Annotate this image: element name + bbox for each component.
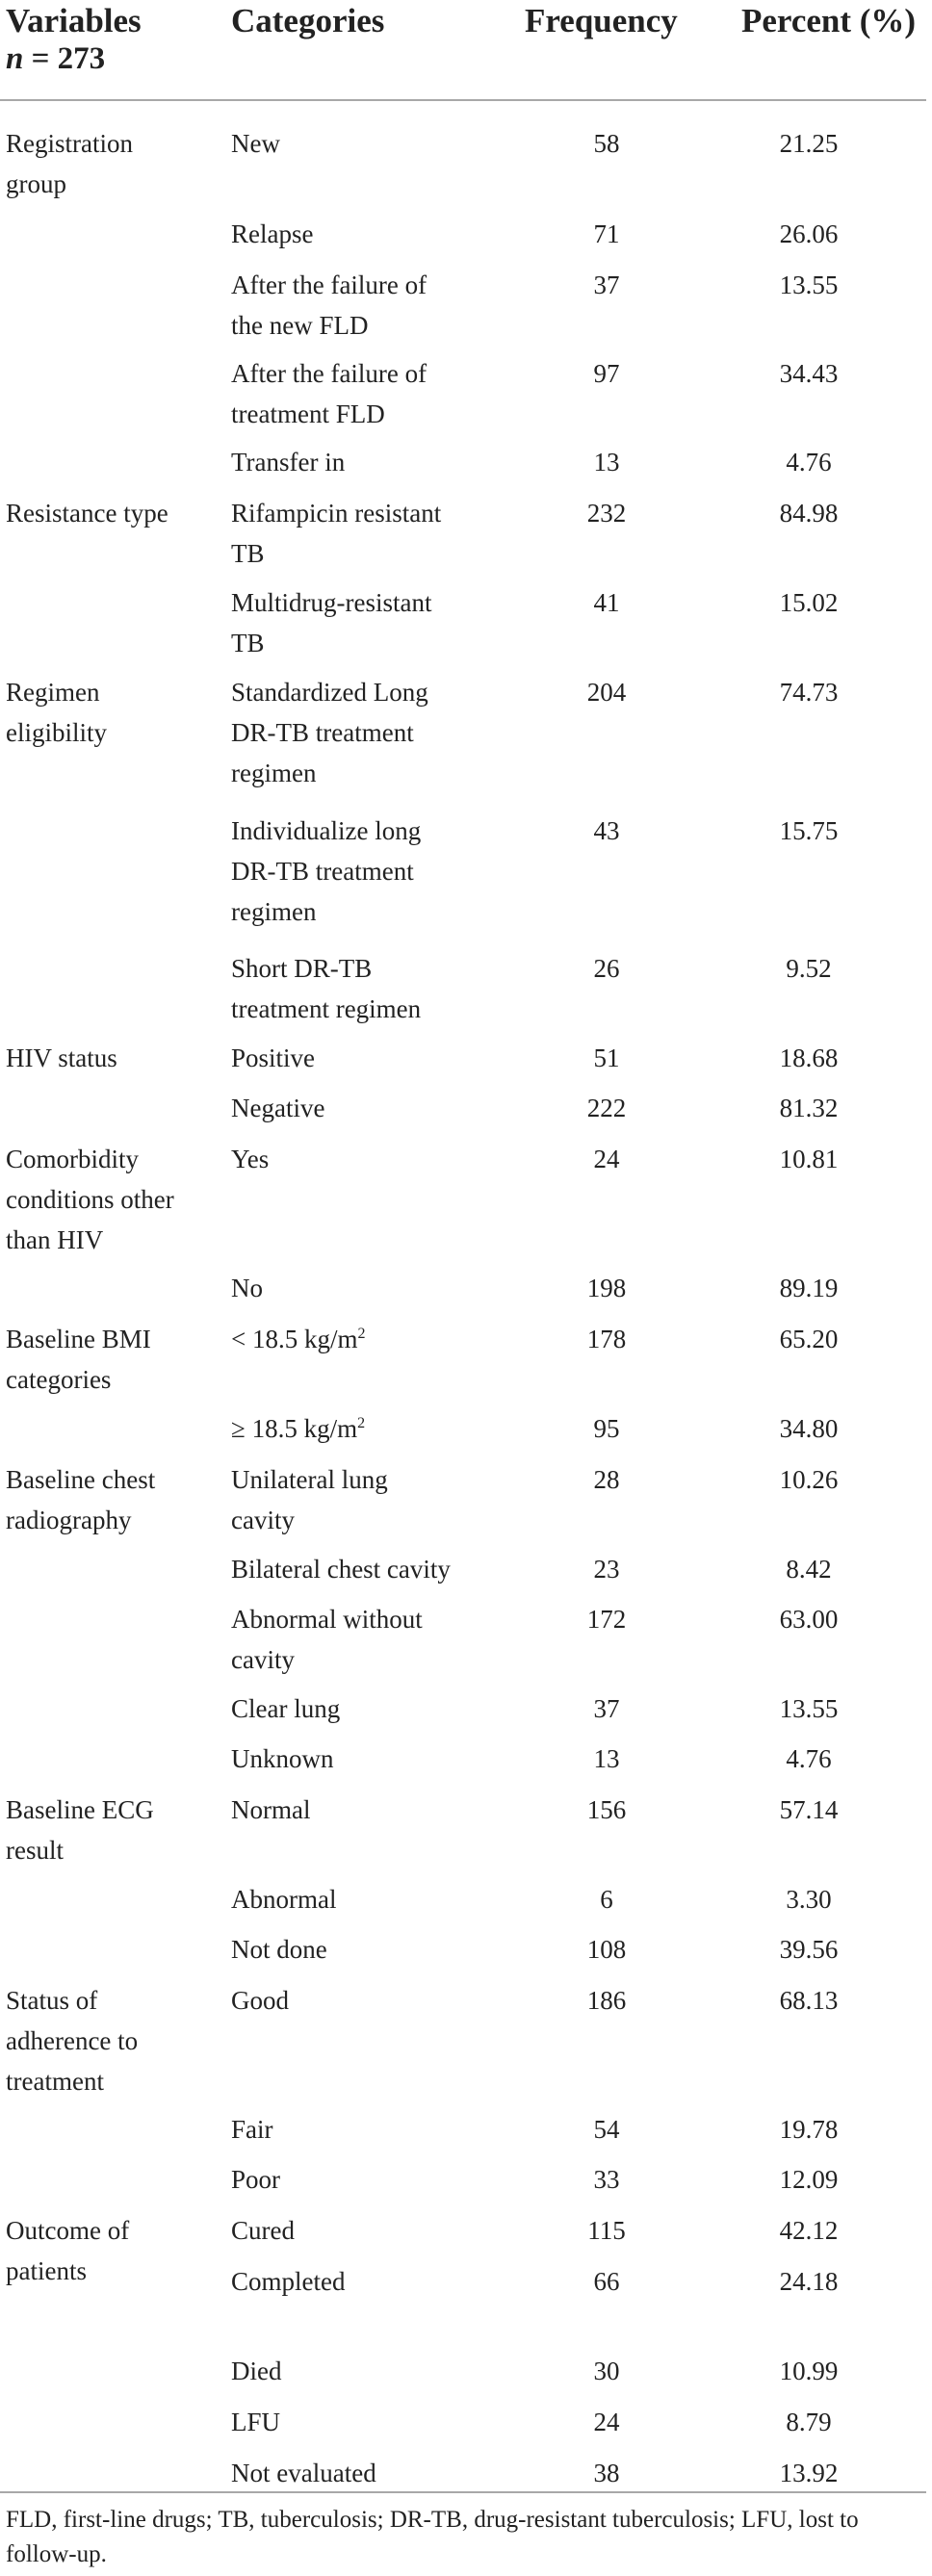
percent-value: 34.80: [779, 1414, 839, 1443]
category-text: No: [231, 1274, 263, 1302]
frequency-value: 13: [593, 1744, 620, 1773]
frequency-value: 24: [593, 2408, 620, 2436]
category-text: ≥ 18.5 kg/m: [231, 1414, 358, 1443]
frequency-value: 30: [593, 2357, 620, 2385]
category-label: [231, 2159, 280, 2200]
category-label: [231, 442, 345, 482]
frequency-value: 222: [586, 1094, 627, 1122]
frequency-value: 33: [593, 2165, 620, 2194]
percent-value: 84.98: [779, 499, 839, 528]
category-label: [231, 1688, 340, 1729]
variable-label: conditions other: [6, 1185, 174, 1214]
header-sample-size: [6, 39, 105, 79]
percent-value: 4.76: [786, 1744, 832, 1773]
category-text: regimen: [231, 897, 317, 926]
category-label: [231, 2453, 376, 2493]
percent-value: 89.19: [779, 1274, 839, 1302]
frequency-value: 51: [593, 1043, 620, 1072]
variable-label: Status of: [6, 1986, 98, 2015]
category-text: DR-TB treatment: [231, 718, 414, 747]
category-label: [231, 989, 421, 1029]
category-label: [231, 2402, 280, 2442]
category-label: [231, 1549, 451, 1589]
category-label: [231, 2261, 345, 2302]
category-text: Relapse: [231, 219, 314, 248]
category-text: Unilateral lung: [231, 1465, 388, 1494]
category-label: [231, 2210, 295, 2251]
frequency-value: 172: [586, 1605, 627, 1634]
header-categories: Categories: [231, 2, 385, 39]
frequency-value: 37: [593, 270, 620, 299]
category-label: [231, 493, 441, 533]
percent-value: 19.78: [779, 2115, 839, 2144]
frequency-value: 95: [593, 1414, 620, 1443]
variable-label: Regimen: [6, 678, 100, 707]
percent-value: 10.26: [779, 1465, 839, 1494]
frequency-value: 115: [587, 2216, 626, 2245]
category-superscript: 2: [357, 1415, 366, 1431]
bottom-rule: [0, 2491, 926, 2493]
variable-label: Outcome of: [6, 2216, 130, 2245]
frequency-value: 58: [593, 129, 620, 158]
category-superscript: 2: [357, 1326, 366, 1342]
category-text: DR-TB treatment: [231, 857, 414, 886]
variable-label: treatment: [6, 2067, 104, 2096]
frequency-value: 71: [593, 219, 620, 248]
category-label: [231, 623, 265, 663]
category-text: Clear lung: [231, 1694, 341, 1723]
variable-label: Resistance type: [6, 499, 168, 528]
variable-label: Baseline chest: [6, 1465, 156, 1494]
category-text: regimen: [231, 759, 317, 787]
percent-value: 21.25: [779, 129, 839, 158]
percent-value: 10.81: [779, 1145, 839, 1173]
frequency-value: 23: [593, 1555, 620, 1584]
category-label: [231, 1139, 269, 1179]
header-frequency: Frequency: [525, 2, 678, 39]
percent-value: 24.18: [779, 2267, 839, 2296]
category-label: [231, 1879, 336, 1919]
percent-value: 39.56: [779, 1935, 839, 1964]
category-label: [231, 1790, 310, 1830]
category-label: [231, 1980, 289, 2021]
percent-value: 65.20: [779, 1325, 839, 1353]
category-text: TB: [231, 539, 265, 568]
percent-value: 3.30: [786, 1885, 832, 1914]
variable-label: than HIV: [6, 1225, 104, 1254]
category-label: [231, 123, 280, 164]
percent-value: 15.75: [779, 816, 839, 845]
frequency-value: 24: [593, 1145, 620, 1173]
frequency-value: 54: [593, 2115, 620, 2144]
category-text: TB: [231, 629, 265, 657]
percent-value: 34.43: [779, 359, 839, 388]
percent-value: 26.06: [779, 219, 839, 248]
category-text: Individualize long: [231, 816, 422, 845]
category-label: [231, 353, 427, 394]
frequency-value: 38: [593, 2459, 620, 2487]
sample-size-label: n: [6, 41, 24, 76]
frequency-value: 204: [586, 678, 627, 707]
category-text: After the failure of: [231, 359, 427, 388]
category-text: Abnormal: [231, 1885, 337, 1914]
frequency-value: 97: [593, 359, 620, 388]
category-text: Died: [231, 2357, 282, 2385]
category-label: [231, 811, 421, 851]
frequency-value: 198: [586, 1274, 627, 1302]
variable-label: result: [6, 1836, 64, 1865]
frequency-value: 66: [593, 2267, 620, 2296]
category-text: Good: [231, 1986, 289, 2015]
category-text: Positive: [231, 1043, 316, 1072]
category-label: [231, 1459, 388, 1500]
percent-value: 13.92: [779, 2459, 839, 2487]
variable-label: Baseline ECG: [6, 1795, 154, 1824]
category-text: Bilateral chest cavity: [231, 1555, 451, 1584]
category-label: [231, 2109, 273, 2150]
percent-value: 18.68: [779, 1043, 839, 1072]
frequency-value: 186: [586, 1986, 627, 2015]
header-rule: [0, 99, 926, 101]
percent-value: 9.52: [786, 954, 832, 983]
variable-label: Comorbidity: [6, 1145, 140, 1173]
variable-label: HIV status: [6, 1043, 117, 1072]
category-text: Poor: [231, 2165, 281, 2194]
category-label: [231, 1500, 295, 1540]
category-text: Not done: [231, 1935, 327, 1964]
category-label: [231, 712, 414, 753]
category-label: [231, 1929, 327, 1970]
percent-value: 13.55: [779, 270, 839, 299]
percent-value: 57.14: [779, 1795, 839, 1824]
percent-value: 13.55: [779, 1694, 839, 1723]
percent-value: 81.32: [779, 1094, 839, 1122]
category-text: Abnormal without: [231, 1605, 423, 1634]
variable-label: categories: [6, 1365, 112, 1394]
sample-size-value: = 273: [23, 41, 106, 76]
percent-value: 42.12: [779, 2216, 839, 2245]
percent-value: 15.02: [779, 588, 839, 617]
category-text: Multidrug-resistant: [231, 588, 432, 617]
category-label: [231, 1739, 334, 1779]
category-text: Cured: [231, 2216, 295, 2245]
percent-value: 74.73: [779, 678, 839, 707]
category-text: the new FLD: [231, 311, 369, 340]
frequency-value: 232: [586, 499, 627, 528]
category-label: [231, 1268, 263, 1308]
category-label: [231, 851, 414, 891]
category-text: Short DR-TB: [231, 954, 373, 983]
category-label: [231, 582, 431, 623]
category-text: cavity: [231, 1645, 295, 1674]
frequency-value: 13: [593, 448, 620, 477]
category-text: Standardized Long: [231, 678, 428, 707]
percent-value: 8.42: [786, 1555, 832, 1584]
header-percent: Percent (%): [741, 2, 917, 39]
variable-label: patients: [6, 2256, 87, 2285]
frequency-value: 43: [593, 816, 620, 845]
category-label: [231, 214, 313, 254]
percent-value: 12.09: [779, 2165, 839, 2194]
percent-value: 68.13: [779, 1986, 839, 2015]
variable-label: radiography: [6, 1506, 132, 1534]
percent-value: 8.79: [786, 2408, 832, 2436]
variable-label: adherence to: [6, 2026, 139, 2055]
category-text: After the failure of: [231, 270, 427, 299]
category-label: [231, 1038, 315, 1078]
category-text: < 18.5 kg/m: [231, 1325, 358, 1353]
percent-value: 4.76: [786, 448, 832, 477]
category-label: [231, 1639, 295, 1680]
category-label: [231, 1319, 365, 1359]
variable-label: Baseline BMI: [6, 1325, 151, 1353]
category-label: [231, 305, 368, 346]
table-footnote: FLD, first-line drugs; TB, tuberculosis; DR-TB, drug-resistant tuberculosis; LFU, lost to follow-up.: [6, 2507, 859, 2567]
category-label: [231, 533, 265, 574]
category-text: Not evaluated: [231, 2459, 376, 2487]
category-text: New: [231, 129, 280, 158]
category-text: Completed: [231, 2267, 346, 2296]
frequency-value: 26: [593, 954, 620, 983]
frequency-value: 41: [593, 588, 620, 617]
category-label: [231, 265, 427, 305]
percent-value: 63.00: [779, 1605, 839, 1634]
category-text: Negative: [231, 1094, 325, 1122]
variable-label: group: [6, 169, 66, 198]
frequency-value: 108: [586, 1935, 627, 1964]
category-text: cavity: [231, 1506, 295, 1534]
category-label: [231, 672, 428, 712]
frequency-value: 6: [600, 1885, 613, 1914]
header-variables: Variables: [6, 2, 142, 39]
category-text: LFU: [231, 2408, 281, 2436]
frequency-value: 156: [586, 1795, 627, 1824]
category-label: [231, 394, 385, 434]
category-text: treatment FLD: [231, 399, 385, 428]
category-text: Normal: [231, 1795, 311, 1824]
category-text: Rifampicin resistant: [231, 499, 442, 528]
category-label: [231, 891, 316, 932]
variable-label: Registration: [6, 129, 133, 158]
category-text: Transfer in: [231, 448, 346, 477]
category-text: treatment regimen: [231, 994, 422, 1023]
category-text: Yes: [231, 1145, 270, 1173]
category-label: [231, 1599, 423, 1639]
category-label: [231, 948, 372, 989]
category-label: [231, 1408, 365, 1449]
percent-value: 10.99: [779, 2357, 839, 2385]
category-label: [231, 1088, 324, 1128]
variable-label: eligibility: [6, 718, 107, 747]
category-label: [231, 2351, 281, 2391]
category-text: Unknown: [231, 1744, 334, 1773]
frequency-value: 178: [586, 1325, 627, 1353]
frequency-value: 37: [593, 1694, 620, 1723]
frequency-value: 28: [593, 1465, 620, 1494]
category-text: Fair: [231, 2115, 273, 2144]
category-label: [231, 753, 316, 793]
